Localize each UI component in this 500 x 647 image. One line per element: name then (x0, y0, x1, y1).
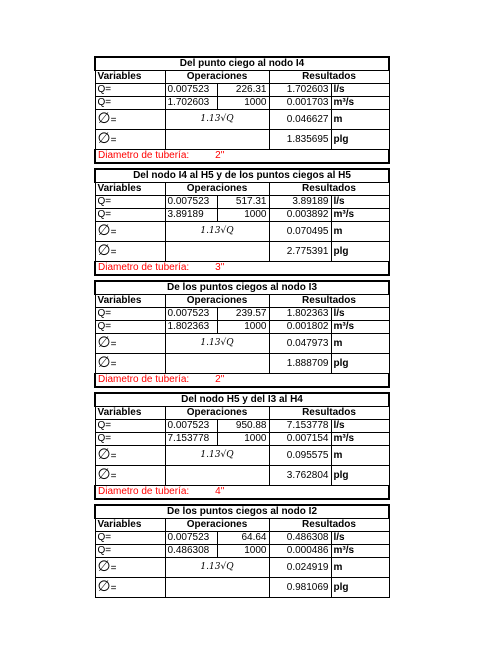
diameter-icon: ∅ (97, 577, 111, 595)
result-value: 1.702603 (269, 84, 331, 97)
op-a: 0.007523 (165, 84, 217, 97)
result-value: 0.001703 (269, 97, 331, 110)
result-value: 0.070495 (269, 222, 331, 242)
result-value: 1.888709 (269, 354, 331, 374)
calc-table (94, 168, 390, 276)
header-resultados: Resultados (269, 295, 389, 308)
op-a: 1.702603 (165, 97, 217, 110)
result-value: 1.835695 (269, 130, 331, 150)
header-resultados: Resultados (269, 71, 389, 84)
op-a: 7.153778 (165, 433, 217, 446)
result-unit: l/s (331, 308, 389, 321)
op-b: 239.57 (217, 308, 269, 321)
result-unit: m (331, 222, 389, 242)
phi-label: ∅= (95, 130, 165, 150)
result-value: 7.153778 (269, 420, 331, 433)
phi-label: ∅= (95, 242, 165, 262)
calc-table (94, 280, 390, 388)
op-b: 950.88 (217, 420, 269, 433)
formula: 1.13√Q (165, 222, 269, 242)
result-value: 0.095575 (269, 446, 331, 466)
op-b: 1000 (217, 545, 269, 558)
result-unit: m (331, 334, 389, 354)
result-unit: m³/s (331, 321, 389, 334)
calc-block-4 (94, 392, 388, 500)
diameter-icon: ∅ (97, 465, 111, 483)
result-unit: m³/s (331, 433, 389, 446)
diametro-value: 2" (215, 374, 225, 385)
calc-table (94, 392, 390, 500)
q-label: Q= (95, 84, 165, 97)
header-variables: Variables (95, 183, 165, 196)
phi-label: ∅= (95, 558, 165, 578)
phi-label: ∅= (95, 446, 165, 466)
q-label: Q= (95, 532, 165, 545)
result-value: 0.486308 (269, 532, 331, 545)
q-label: Q= (95, 545, 165, 558)
result-value: 3.762804 (269, 466, 331, 486)
result-unit: plg (331, 130, 389, 150)
q-label: Q= (95, 420, 165, 433)
phi-label: ∅= (95, 222, 165, 242)
diametro-row (95, 374, 389, 388)
header-variables: Variables (95, 519, 165, 532)
op-b: 517.31 (217, 196, 269, 209)
result-unit: m (331, 558, 389, 578)
result-unit: l/s (331, 420, 389, 433)
section-title: Del punto ciego al nodo I4 (95, 57, 389, 71)
header-operaciones: Operaciones (165, 407, 269, 420)
diameter-icon: ∅ (97, 353, 111, 371)
diametro-value: 4" (215, 486, 225, 497)
diametro-row (95, 150, 389, 164)
op-b: 226.31 (217, 84, 269, 97)
section-title: De los puntos ciegos al nodo I3 (95, 281, 389, 295)
result-value: 2.775391 (269, 242, 331, 262)
calc-block-2 (94, 168, 388, 276)
result-unit: plg (331, 354, 389, 374)
phi-label: ∅= (95, 334, 165, 354)
result-value: 3.89189 (269, 196, 331, 209)
result-value: 0.001802 (269, 321, 331, 334)
diameter-icon: ∅ (97, 221, 111, 239)
header-variables: Variables (95, 407, 165, 420)
result-unit: m (331, 110, 389, 130)
diametro-row (95, 486, 389, 500)
q-label: Q= (95, 433, 165, 446)
result-unit: m³/s (331, 97, 389, 110)
op-b: 1000 (217, 209, 269, 222)
section-title: De los puntos ciegos al nodo I2 (95, 505, 389, 519)
diameter-icon: ∅ (97, 557, 111, 575)
formula: 1.13√Q (165, 446, 269, 466)
diametro-label: Diametro de tubería: (98, 262, 190, 273)
op-a: 0.007523 (165, 420, 217, 433)
q-label: Q= (95, 196, 165, 209)
op-a: 0.007523 (165, 308, 217, 321)
formula: 1.13√Q (165, 558, 269, 578)
phi-label: ∅= (95, 578, 165, 598)
diametro-label: Diametro de tubería: (98, 486, 190, 497)
header-resultados: Resultados (269, 519, 389, 532)
section-title: Del nodo H5 y del I3 al H4 (95, 393, 389, 407)
formula: 1.13√Q (165, 334, 269, 354)
result-value: 0.046627 (269, 110, 331, 130)
result-unit: plg (331, 578, 389, 598)
phi-label: ∅= (95, 110, 165, 130)
q-label: Q= (95, 209, 165, 222)
diametro-label: Diametro de tubería: (98, 374, 190, 385)
op-a: 1.802363 (165, 321, 217, 334)
result-value: 0.047973 (269, 334, 331, 354)
calc-table (94, 504, 390, 598)
result-value: 0.024919 (269, 558, 331, 578)
q-label: Q= (95, 321, 165, 334)
header-operaciones: Operaciones (165, 71, 269, 84)
diameter-icon: ∅ (97, 445, 111, 463)
result-unit: l/s (331, 196, 389, 209)
header-operaciones: Operaciones (165, 183, 269, 196)
op-a: 0.007523 (165, 532, 217, 545)
result-value: 0.007154 (269, 433, 331, 446)
diameter-icon: ∅ (97, 109, 111, 127)
op-b: 64.64 (217, 532, 269, 545)
diametro-value: 3" (215, 262, 225, 273)
header-variables: Variables (95, 295, 165, 308)
result-unit: l/s (331, 84, 389, 97)
result-unit: m (331, 446, 389, 466)
result-unit: plg (331, 242, 389, 262)
op-a: 0.486308 (165, 545, 217, 558)
calc-block-3 (94, 280, 388, 388)
phi-label: ∅= (95, 354, 165, 374)
result-value: 0.003892 (269, 209, 331, 222)
result-unit: plg (331, 466, 389, 486)
result-unit: m³/s (331, 209, 389, 222)
result-value: 0.000486 (269, 545, 331, 558)
calc-block-1 (94, 56, 388, 164)
section-title: Del nodo I4 al H5 y de los puntos ciegos al H5 (95, 169, 389, 183)
q-label: Q= (95, 97, 165, 110)
diameter-icon: ∅ (97, 129, 111, 147)
header-variables: Variables (95, 71, 165, 84)
op-b: 1000 (217, 433, 269, 446)
diametro-row (95, 262, 389, 276)
result-value: 0.981069 (269, 578, 331, 598)
phi-label: ∅= (95, 466, 165, 486)
op-a: 0.007523 (165, 196, 217, 209)
header-resultados: Resultados (269, 183, 389, 196)
calc-table (94, 56, 390, 164)
op-b: 1000 (217, 321, 269, 334)
result-unit: m³/s (331, 545, 389, 558)
header-operaciones: Operaciones (165, 295, 269, 308)
calc-block-5 (94, 504, 388, 598)
diameter-icon: ∅ (97, 241, 111, 259)
diametro-value: 2" (215, 150, 225, 161)
diametro-label: Diametro de tubería: (98, 150, 190, 161)
op-a: 3.89189 (165, 209, 217, 222)
result-value: 1.802363 (269, 308, 331, 321)
result-unit: l/s (331, 532, 389, 545)
header-resultados: Resultados (269, 407, 389, 420)
header-operaciones: Operaciones (165, 519, 269, 532)
formula: 1.13√Q (165, 110, 269, 130)
q-label: Q= (95, 308, 165, 321)
diameter-icon: ∅ (97, 333, 111, 351)
op-b: 1000 (217, 97, 269, 110)
